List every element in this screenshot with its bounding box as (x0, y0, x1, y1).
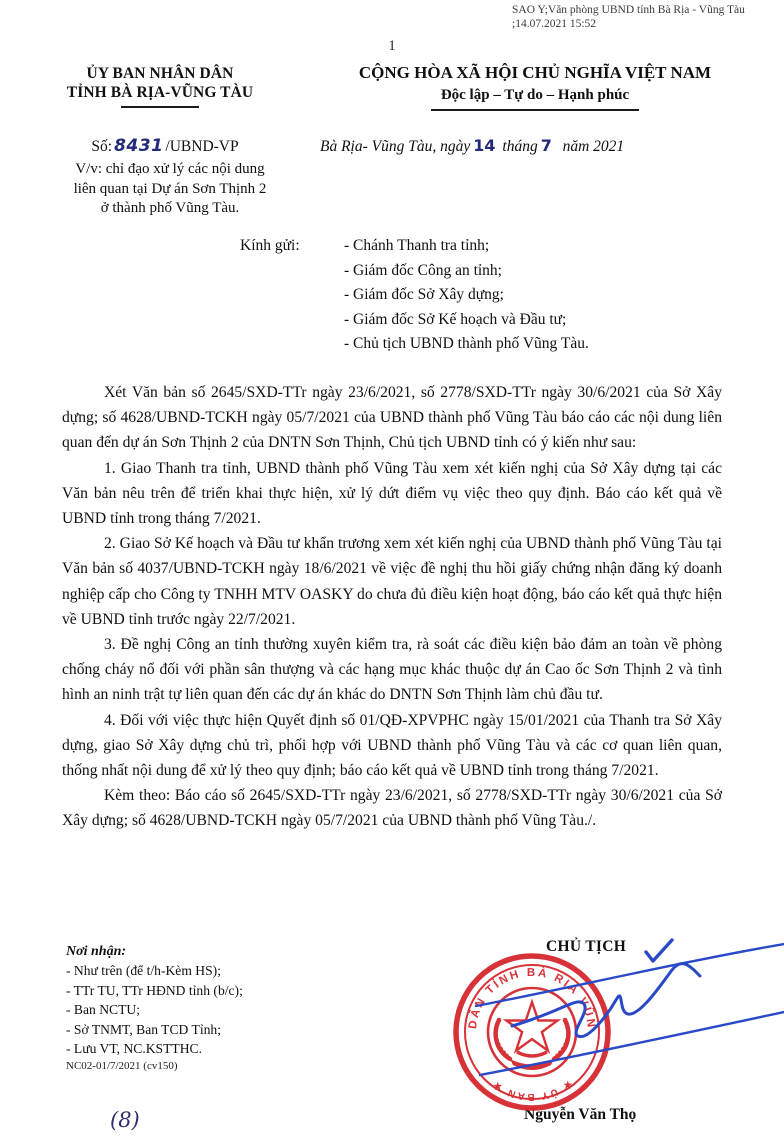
star-emblem-icon (496, 1002, 569, 1070)
document-number-suffix: /UBND-VP (165, 138, 239, 155)
national-heading (300, 62, 770, 111)
page-number: 1 (388, 38, 396, 54)
recipient-item: - Chủ tịch UBND thành phố Vũng Tàu. (344, 335, 589, 352)
official-seal (456, 956, 608, 1108)
check-mark-icon (646, 940, 672, 961)
document-body (62, 380, 722, 834)
scan-stamp-line2: ;14.07.2021 15:52 (512, 17, 597, 30)
recipients-list (344, 234, 589, 357)
handwritten-page-mark: (8) (110, 1108, 140, 1132)
distribution-title: Nơi nhận: (66, 944, 127, 959)
national-title: CỘNG HÒA XÃ HỘI CHỦ NGHĨA VIỆT NAM (358, 63, 712, 82)
national-underline (431, 109, 639, 111)
distribution-item: - Ban NCTU; (66, 1002, 141, 1018)
svg-text:NHÂN DÂN TỈNH BÀ RỊA VŨNG TÀU: NHÂN DÂN TỈNH BÀ RỊA VŨNG TÀU (466, 966, 598, 1035)
subject-line2: liên quan tại Dự án Sơn Thịnh 2 (73, 180, 267, 197)
document-number-label: Số: (91, 138, 113, 155)
body-item-1: 1. Giao Thanh tra tỉnh, UBND thành phố Vũng Tàu xem xét kiến nghị của Sở Xây dựng tại các Văn bản nêu trên để triển khai thực hiện, xử lý dứt điểm vụ việc theo quy định. Báo cáo kết quả về UBND tỉnh trong tháng 7/2021. (62, 459, 722, 528)
signer-title: CHỦ TỊCH (546, 938, 627, 955)
document-number (20, 136, 310, 157)
national-motto: Độc lập – Tự do – Hạnh phúc (440, 87, 630, 103)
body-item-3: 3. Đề nghị Công an tỉnh thường xuyên kiểm tra, rà soát các điều kiện bảo đảm an toàn về phòng chống cháy nổ đối với phần sân thượng và các hạng mục khác thuộc dự án Cao ốc Sơn Thịnh 2 và tình hình an ninh trật tự liên quan đến các dự án khác do DNTN Sơn Thịnh làm chủ đầu tư. (62, 636, 722, 704)
distribution-list (66, 942, 386, 1073)
svg-text:★ ỦY BAN ★: ★ ỦY BAN ★ (489, 1077, 575, 1103)
recipient-item: - Giám đốc Sở Xây dựng; (344, 286, 504, 303)
scan-stamp-line1: SAO Y;Văn phòng UBND tỉnh Bà Rịa - Vũng Tàu (512, 4, 745, 16)
recipient-item: - Giám đốc Công an tỉnh; (344, 261, 502, 279)
authority-line2: TỈNH BÀ RỊA-VŨNG TÀU (66, 84, 254, 101)
body-attachment: Kèm theo: Báo cáo số 2645/SXD-TTr ngày 23/6/2021, số 2778/SXD-TTr ngày 30/6/2021 của Sở Xây dựng; số 4628/UBND-TCKH ngày 05/7/2021 của UBND thành phố Vũng Tàu./. (62, 787, 722, 830)
signer-name: Nguyễn Văn Thọ (524, 1106, 637, 1123)
authority-line1: ỦY BAN NHÂN DÂN (86, 65, 234, 82)
date-month-handwritten: 7 (540, 136, 552, 155)
document-subject (30, 160, 310, 219)
issuing-authority (20, 64, 300, 108)
distribution-item: - TTr TU, TTr HĐND tỉnh (b/c); (66, 982, 243, 998)
date-day-handwritten: 14 (473, 136, 496, 155)
recipients-block (240, 234, 760, 357)
distribution-item: - Sở TNMT, Ban TCD Tỉnh; (66, 1021, 221, 1037)
recipients-label: Kính gửi: (240, 237, 300, 254)
place-date-line (320, 136, 740, 156)
date-year: năm 2021 (562, 138, 625, 155)
subject-line1: V/v: chỉ đạo xử lý các nội dung (75, 161, 265, 177)
authority-underline (121, 106, 199, 108)
body-item-4: 4. Đối với việc thực hiện Quyết định số 01/QĐ-XPVPHC ngày 15/01/2021 của Thanh tra Sở Xây dựng, giao Sở Xây dựng chủ trì, phối hợp với UBND thành phố Vũng Tàu và các cơ quan liên quan, thống nhất nội dung để xử lý theo quy định; báo cáo kết quả về UBND tỉnh trong tháng 7/2021. (62, 711, 722, 780)
recipient-item: - Giám đốc Sở Kế hoạch và Đầu tư; (344, 310, 567, 328)
recipient-item: - Chánh Thanh tra tỉnh; (344, 237, 490, 254)
date-month-label: tháng (502, 138, 538, 155)
scan-stamp (512, 4, 780, 31)
distribution-item: - Lưu VT, NC.KSTTHC. (66, 1041, 203, 1057)
distribution-item: - Như trên (để t/h-Kèm HS); (66, 963, 221, 979)
body-intro: Xét Văn bản số 2645/SXD-TTr ngày 23/6/2021, số 2778/SXD-TTr ngày 30/6/2021 của Sở Xây dựng; số 4628/UBND-TCKH ngày 05/7/2021 của UBND thành phố Vũng Tàu báo cáo các nội dung liên quan đến dự án Sơn Thịnh 2 của DNTN Sơn Thịnh, Chủ tịch UBND tỉnh có ý kiến như sau: (62, 384, 722, 452)
document-number-handwritten: 8431 (114, 136, 164, 156)
body-item-2: 2. Giao Sở Kế hoạch và Đầu tư khẩn trương xem xét kiến nghị của UBND thành phố Vũng Tàu tại Văn bản số 4037/UBND-TCKH ngày 18/6/2021 về việc đề nghị thu hồi giấy chứng nhận đăng ký doanh nghiệp cấp cho Công ty TNHH MTV OASKY do chưa đủ điều kiện hoạt động, báo cáo kết quả thực hiện về UBND tỉnh trước ngày 22/7/2021. (62, 535, 722, 628)
handwritten-signature (476, 940, 784, 1075)
date-place: Bà Rịa- Vũng Tàu, ngày (320, 138, 471, 155)
internal-code: NC02-01/7/2021 (cv150) (66, 1060, 178, 1073)
subject-line3: ở thành phố Vũng Tàu. (100, 200, 240, 216)
